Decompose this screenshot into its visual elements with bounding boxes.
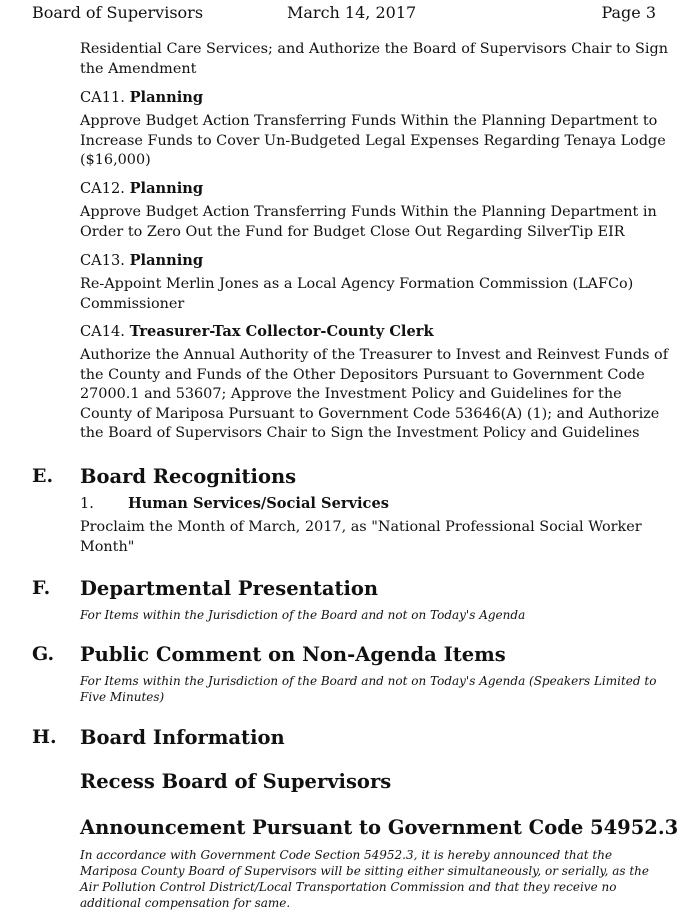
ca14-number: CA14. <box>80 323 125 340</box>
ca13-heading <box>80 252 670 269</box>
ca14-text: Authorize the Annual Authority of the Treasurer to Invest and Reinvest Funds of the County and Funds of the Other Depositors Pursuant to Government Code 27000.1 and 53607; Approve the Investment Policy and Guidelines for the County of Mariposa Pursuant to Government Code 53646(A) (1); and Authorize the Board of Supervisors Chair to Sign the Investment Policy and Guidelines <box>80 347 669 441</box>
section-e-letter: E. <box>32 465 54 487</box>
section-f-letter: F. <box>32 577 51 599</box>
header-page: Page 3 <box>601 3 656 22</box>
continued-text: Residential Care Services; and Authorize the Board of Supervisors Chair to Sign the Amendment <box>80 41 668 77</box>
ca11-number: CA11. <box>80 89 125 106</box>
ca13-number: CA13. <box>80 252 125 269</box>
header-date: March 14, 2017 <box>287 3 417 22</box>
ca12-heading <box>80 180 670 197</box>
header-board: Board of Supervisors <box>32 3 204 22</box>
ca11-heading <box>80 89 670 106</box>
ca14-heading <box>80 323 670 340</box>
section-h-title: Board Information <box>80 726 285 749</box>
section-e-item-heading <box>80 495 670 512</box>
ca12-text: Approve Budget Action Transferring Funds Within the Planning Department in Order to Zero Out the Fund for Budget Close Out Regarding SilverTip EIR <box>80 204 657 240</box>
section-f-title: Departmental Presentation <box>80 577 379 600</box>
section-g-note: For Items within the Jurisdiction of the Board and not on Today's Agenda (Speakers Limited to Five Minutes) <box>80 674 657 704</box>
section-f-note: For Items within the Jurisdiction of the Board and not on Today's Agenda <box>80 608 526 622</box>
section-e-title: Board Recognitions <box>80 465 297 488</box>
section-e-item-number: 1. <box>80 495 94 512</box>
ca13-department: Planning <box>129 252 204 269</box>
ca14-department: Treasurer-Tax Collector-County Clerk <box>129 323 434 340</box>
ca11-department: Planning <box>129 89 204 106</box>
ca12-number: CA12. <box>80 180 125 197</box>
ca13-text: Re-Appoint Merlin Jones as a Local Agency Formation Commission (LAFCo) Commissioner <box>80 276 634 312</box>
section-e-item-text: Proclaim the Month of March, 2017, as "National Professional Social Worker Month" <box>80 519 642 555</box>
section-e-item-department: Human Services/Social Services <box>128 495 389 512</box>
ca11-text: Approve Budget Action Transferring Funds Within the Planning Department to Increase Funds to Cover Un-Budgeted Legal Expenses Regarding Tenaya Lodge ($16,000) <box>80 113 666 168</box>
section-g-title: Public Comment on Non-Agenda Items <box>80 643 506 666</box>
recess-heading: Recess Board of Supervisors <box>80 770 392 793</box>
section-g-letter: G. <box>32 643 55 665</box>
announcement-text: In accordance with Government Code Section 54952.3, it is hereby announced that the Mariposa County Board of Supervisors will be sitting either simultaneously, or serially, as the Air Pollution Control District/Local Transportation Commission and that they receive no additional compensation for same. <box>80 848 650 910</box>
ca12-department: Planning <box>129 180 204 197</box>
section-h-letter: H. <box>32 726 57 748</box>
announcement-heading: Announcement Pursuant to Government Code 54952.3 <box>80 816 679 839</box>
